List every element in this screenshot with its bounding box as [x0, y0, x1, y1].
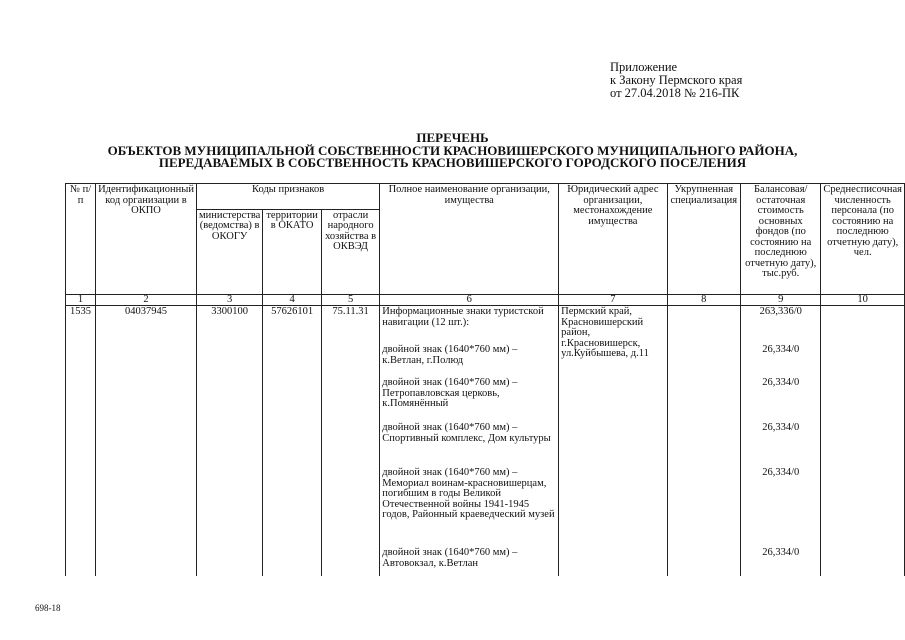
col-number: 2 [96, 295, 197, 306]
row-address: Пермский край, Красновишерский район, г.Красновишерск, ул.Куйбышева, д.11 [559, 306, 667, 577]
annex-reference [610, 61, 742, 100]
col-number: 3 [196, 295, 262, 306]
title-line-2: ОБЪЕКТОВ МУНИЦИПАЛЬНОЙ СОБСТВЕННОСТИ КРАСНОВИШЕРСКОГО МУНИЦИПАЛЬНОГО РАЙОНА, [107, 142, 798, 158]
header-okpo: Идентификационный код организации в ОКПО [96, 184, 197, 295]
item-name: двойной знак (1640*760 мм) – Петропавловская церковь, к.Помянённый [382, 377, 518, 409]
item-name: двойной знак (1640*760 мм) – к.Ветлан, г.Полюд [382, 344, 518, 366]
item-value: 26,334/0 [762, 467, 800, 478]
annex-line-2: к Закону Пермского края [610, 73, 743, 87]
col-number: 9 [741, 295, 821, 306]
annex-line-3: от 27.04.2018 № 216-ПК [610, 86, 740, 100]
col-number: 5 [321, 295, 379, 306]
row-okato: 57626101 [263, 306, 322, 577]
title-line-3: ПЕРЕДАВАЕМЫХ В СОБСТВЕННОСТЬ КРАСНОВИШЕРСКОГО ГОРОДСКОГО ПОСЕЛЕНИЯ [158, 155, 747, 170]
header-codes: Коды признаков [196, 184, 379, 210]
item-value: 263,336/0 [759, 306, 802, 317]
item-name: двойной знак (1640*760 мм) – Мемориал воинам-красновишерцам, погибшим в годы Великой Отечественной войны 1941-1945 годов, Районный краеведческий музей [382, 467, 555, 520]
header-name: Полное наименование организации, имущества [380, 184, 559, 295]
item-value: 26,334/0 [762, 344, 800, 355]
annex-line-1: Приложение [610, 60, 678, 74]
col-number: 4 [263, 295, 322, 306]
item-name: двойной знак (1640*760 мм) – Спортивный комплекс, Дом культуры [382, 422, 551, 444]
row-okpo: 04037945 [96, 306, 197, 577]
col-number: 8 [667, 295, 741, 306]
item-value: 26,334/0 [762, 377, 800, 388]
header-row-1 [66, 184, 905, 210]
header-num: № п/п [66, 184, 96, 295]
item-value: 26,334/0 [762, 422, 800, 433]
col-number: 7 [559, 295, 667, 306]
column-number-row [66, 295, 905, 306]
item-name: Информационные знаки туристской навигации (12 шт.): [382, 306, 544, 328]
table-row [66, 306, 905, 577]
row-okved: 75.11.31 [321, 306, 379, 577]
row-values [741, 306, 821, 577]
col-number: 1 [66, 295, 96, 306]
col-number: 6 [380, 295, 559, 306]
header-okved: отрасли народного хозяйства в ОКВЭД [321, 209, 379, 294]
header-okato: территории в ОКАТО [263, 209, 322, 294]
item-name: двойной знак (1640*760 мм) – Автовокзал, к.Ветлан [382, 547, 518, 569]
property-table [65, 183, 905, 576]
title-line-1: ПЕРЕЧЕНЬ [416, 130, 489, 145]
header-staff: Среднесписочная численность персонала (по состоянию на последнюю отчетную дату), чел. [821, 184, 905, 295]
row-num: 1535 [66, 306, 96, 577]
document-title [0, 132, 905, 170]
row-staff [821, 306, 905, 577]
header-spec: Укрупненная специализация [667, 184, 741, 295]
header-address: Юридический адрес организации, местонахождение имущества [559, 184, 667, 295]
header-okogu: министерства (ведомства) в ОКОГУ [196, 209, 262, 294]
col-number: 10 [821, 295, 905, 306]
item-value: 26,334/0 [762, 547, 800, 558]
row-spec [667, 306, 741, 577]
document-code: 698-18 [35, 603, 61, 613]
row-names [380, 306, 559, 577]
row-okogu: 3300100 [196, 306, 262, 577]
header-value: Балансовая/ остаточная стоимость основных фондов (по состоянию на последнюю отчетную дату), тыс.руб. [741, 184, 821, 295]
